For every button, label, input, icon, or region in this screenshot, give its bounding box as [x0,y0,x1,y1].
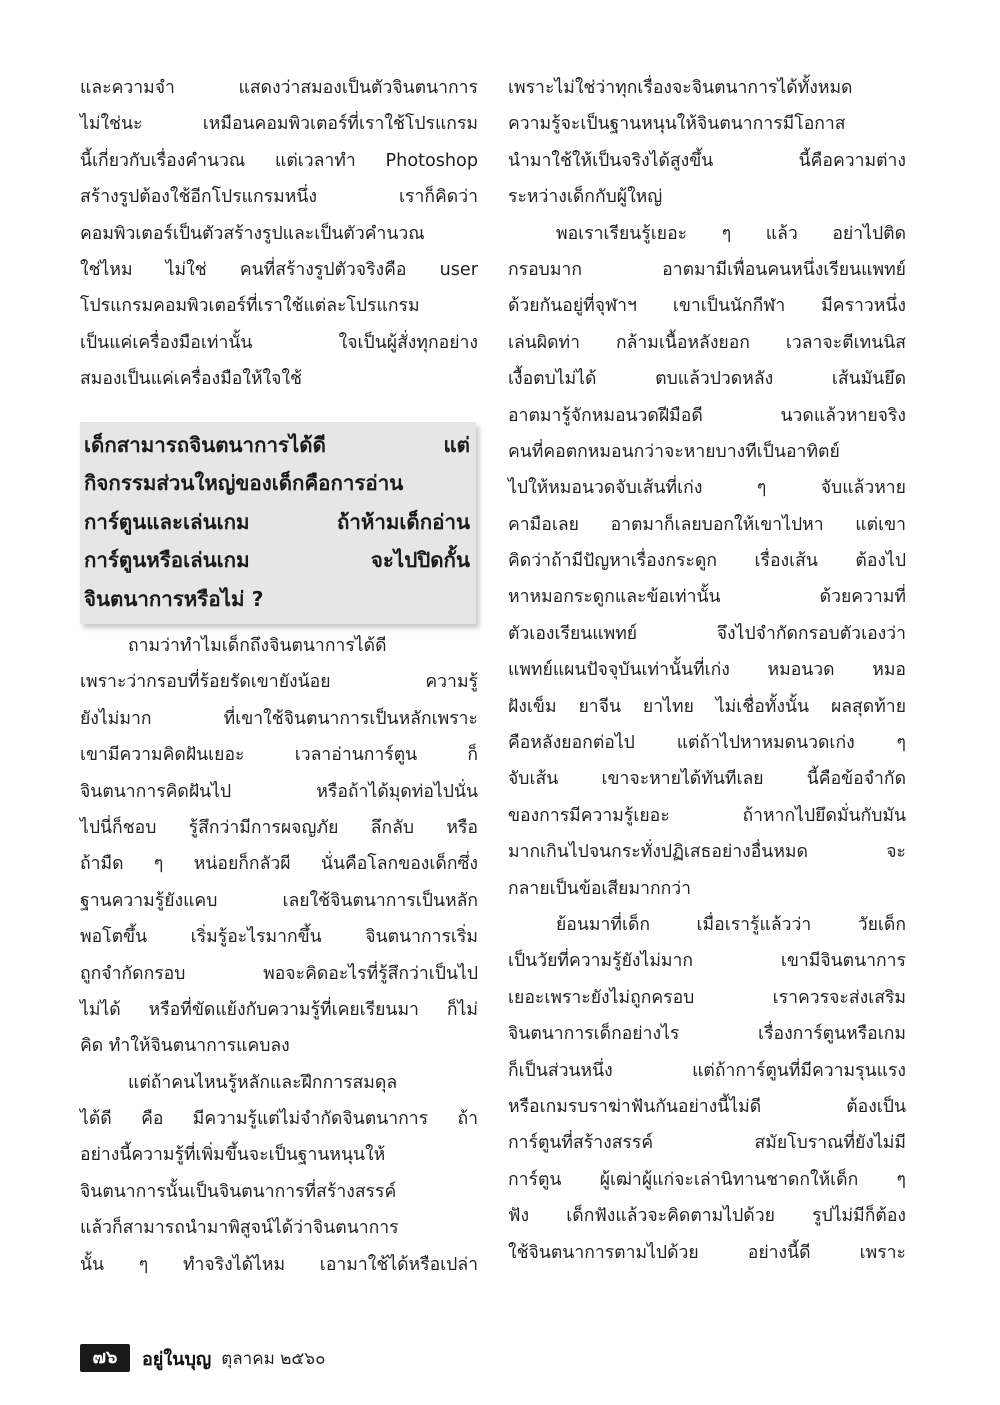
text-line: และความจำ แสดงว่าสมองเป็นตัวจินตนาการ [80,78,478,98]
text-line: ด้วยกันอยู่ที่จุฬาฯ เขาเป็นนักกีฬา มีคราวหนึ่ง [508,296,906,317]
text-line: กรอบมาก อาตมามีเพื่อนคนหนึ่งเรียนแพทย์ [508,259,906,280]
text-line: นั้น ๆ ทำจริงได้ไหม เอามาใช้ได้หรือเปล่า [80,1254,478,1275]
text-line: ตัวเองเรียนแพทย์ จึงไปจำกัดกรอบตัวเองว่า [508,623,906,644]
text-line: การ์ตูน ผู้เฒ่าผู้แก่จะเล่านิทานชาดกให้เด็ก ๆ [508,1169,906,1190]
text-line: เป็นแค่เครื่องมือเท่านั้น ใจเป็นผู้สั่งทุกอย่าง [80,332,478,353]
text-line: คอมพิวเตอร์เป็นตัวสร้างรูปและเป็นตัวคำนวณ [80,223,425,244]
left-paragraph-2 [80,628,478,1065]
text-line: แล้วก็สามารถนำมาพิสูจน์ได้ว่าจินตนาการ [80,1218,399,1239]
text-line: ฐานความรู้ยังแคบ เลยใช้จินตนาการเป็นหลัก [80,890,478,911]
text-line: อาตมารู้จักหมอนวดฝีมือดี นวดแล้วหายจริง [508,405,906,426]
text-line: ระหว่างเด็กกับผู้ใหญ่ [508,187,663,208]
text-line: คนที่คอตกหมอนกว่าจะหายบางทีเป็นอาทิตย์ [508,441,840,462]
text-line: จินตนาการนั้นเป็นจินตนาการที่สร้างสรรค์ [80,1181,397,1202]
right-paragraph-3 [508,907,906,1271]
question-line: กิจกรรมส่วนใหญ่ของเด็กคือการอ่าน [84,471,404,496]
text-line: มากเกินไปจนกระทั่งปฏิเสธอย่างอื่นหมด จะ [508,842,906,863]
magazine-title: อยู่ในบุญ [142,1348,212,1370]
text-line: ถามว่าทำไมเด็กถึงจินตนาการได้ดี [128,636,387,657]
text-line: ความรู้จะเป็นฐานหนุนให้จินตนาการมีโอกาส [508,114,846,135]
text-line: คิดว่าถ้ามีปัญหาเรื่องกระดูก เรื่องเส้น ต้องไป [508,551,906,572]
right-column [508,70,906,1271]
text-line: เงื้อตบไม่ได้ ตบแล้วปวดหลัง เส้นมันยึด [508,369,906,390]
text-line: คามือเลย อาตมาก็เลยบอกให้เขาไปหา แต่เขา [508,514,906,535]
text-line: ได้ดี คือ มีความรู้แต่ไม่จำกัดจินตนาการ ถ้า [80,1109,478,1130]
left-column [80,70,478,1283]
text-line: จินตนาการเด็กอย่างไร เรื่องการ์ตูนหรือเกม [508,1024,906,1045]
question-line: เด็กสามารถจินตนาการได้ดี แต่ [84,432,470,457]
issue-date: ตุลาคม ๒๕๖๐ [221,1348,326,1369]
question-line: จินตนาการหรือไม่ ? [84,586,264,611]
right-paragraph-2 [508,216,906,907]
text-line: เล่นผิดท่า กล้ามเนื้อหลังยอก เวลาจะตีเทนนิส [508,332,906,353]
text-line: คือหลังยอกต่อไป แต่ถ้าไปหาหมดนวดเก่ง ๆ [508,733,906,754]
text-line: นำมาใช้ให้เป็นจริงได้สูงขึ้น นี้คือความต่าง [508,150,906,171]
text-line: ไม่ได้ หรือที่ขัดแย้งกับความรู้ที่เคยเรียนมา ก็ไม่ [80,999,478,1020]
text-line: ก็เป็นส่วนหนึ่ง แต่ถ้าการ์ตูนที่มีความรุนแรง [508,1060,906,1081]
text-line: เพราะว่ากรอบที่ร้อยรัดเขายังน้อย ความรู้ [80,672,478,693]
text-line: ไปนี่ก็ชอบ รู้สึกว่ามีการผจญภัย ลึกลับ หรือ [80,817,478,838]
text-line: หาหมอกระดูกและข้อเท่านั้น ด้วยความที่ [508,587,906,608]
text-line: การ์ตูนที่สร้างสรรค์ สมัยโบราณที่ยังไม่มี [508,1133,906,1154]
text-line: สร้างรูปต้องใช้อีกโปรแกรมหนึ่ง เราก็คิดว่า [80,187,478,208]
text-line: นี้เกี่ยวกับเรื่องคำนวณ แต่เวลาทำ Photoshop [80,150,478,171]
text-line: ถ้ามืด ๆ หน่อยก็กลัวผี นั่นคือโลกของเด็กซึ่ง [80,854,478,875]
text-line: ย้อนมาที่เด็ก เมื่อเรารู้แล้วว่า วัยเด็ก [556,914,906,935]
text-line: จับเส้น เขาจะหายได้ทันทีเลย นี้คือข้อจำกัด [508,769,906,790]
text-line: ของการมีความรู้เยอะ ถ้าหากไปยึดมั่นกับมัน [508,805,906,826]
text-line: คิด ทำให้จินตนาการแคบลง [80,1036,290,1057]
question-line: การ์ตูนหรือเล่นเกม จะไปปิดกั้น [84,548,470,573]
text-line: ไปให้หมอนวดจับเส้นที่เก่ง ๆ จับแล้วหาย [508,478,906,499]
question-line: การ์ตูนและเล่นเกม ถ้าห้ามเด็กอ่าน [84,509,470,534]
text-line: โปรแกรมคอมพิวเตอร์ที่เราใช้แต่ละโปรแกรม [80,296,420,317]
text-line: หรือเกมรบราฆ่าฟันกันอย่างนี้ไม่ดี ต้องเป็น [508,1096,906,1117]
text-line: ฝังเข็ม ยาจีน ยาไทย ไม่เชื่อทั้งนั้น ผลสุดท้าย [508,696,906,717]
right-paragraph-1 [508,70,906,216]
text-line: เยอะเพราะยังไม่ถูกครอบ เราควรจะส่งเสริม [508,987,906,1008]
text-line: พอโตขึ้น เริ่มรู้อะไรมากขึ้น จินตนาการเริ่ม [80,927,478,948]
text-line: ยังไม่มาก ที่เขาใช้จินตนาการเป็นหลักเพราะ [80,708,478,729]
text-line: เขามีความคิดฝันเยอะ เวลาอ่านการ์ตูน ก็ [80,745,478,766]
text-line: ถูกจำกัดกรอบ พอจะคิดอะไรที่รู้สึกว่าเป็นไป [80,963,478,984]
text-line: อย่างนี้ความรู้ที่เพิ่มขึ้นจะเป็นฐานหนุนให้ [80,1145,386,1166]
text-line: เพราะไม่ใช่ว่าทุกเรื่องจะจินตนาการได้ทั้งหมด [508,78,853,98]
text-line: แพทย์แผนปัจจุบันเท่านั้นที่เก่ง หมอนวด หมอ [508,660,906,681]
text-line: ใช่ไหม ไม่ใช่ คนที่สร้างรูปตัวจริงคือ user [80,259,478,280]
question-box [80,422,476,625]
text-line: แต่ถ้าคนไหนรู้หลักและฝึกการสมดุล [128,1072,398,1093]
left-paragraph-3 [80,1065,478,1283]
text-line: ฟัง เด็กฟังแล้วจะคิดตามไปด้วย รูปไม่มีก็ต้อง [508,1206,906,1227]
text-line: กลายเป็นข้อเสียมากกว่า [508,878,692,899]
text-line: จินตนาการคิดฝันไป หรือถ้าได้มุดท่อไปนั่น [80,781,478,802]
text-line: ใช้จินตนาการตามไปด้วย อย่างนี้ดี เพราะ [508,1242,906,1263]
left-paragraph-1 [80,70,478,398]
page-footer [80,1343,325,1373]
text-line: พอเราเรียนรู้เยอะ ๆ แล้ว อย่าไปติด [556,223,906,244]
text-line: สมองเป็นแค่เครื่องมือให้ใจใช้ [80,369,302,390]
text-line: ไม่ใช่นะ เหมือนคอมพิวเตอร์ที่เราใช้โปรแกรม [80,114,478,135]
page-number: ๗๖ [80,1344,130,1372]
text-line: เป็นวัยที่ความรู้ยังไม่มาก เขามีจินตนาการ [508,951,906,972]
